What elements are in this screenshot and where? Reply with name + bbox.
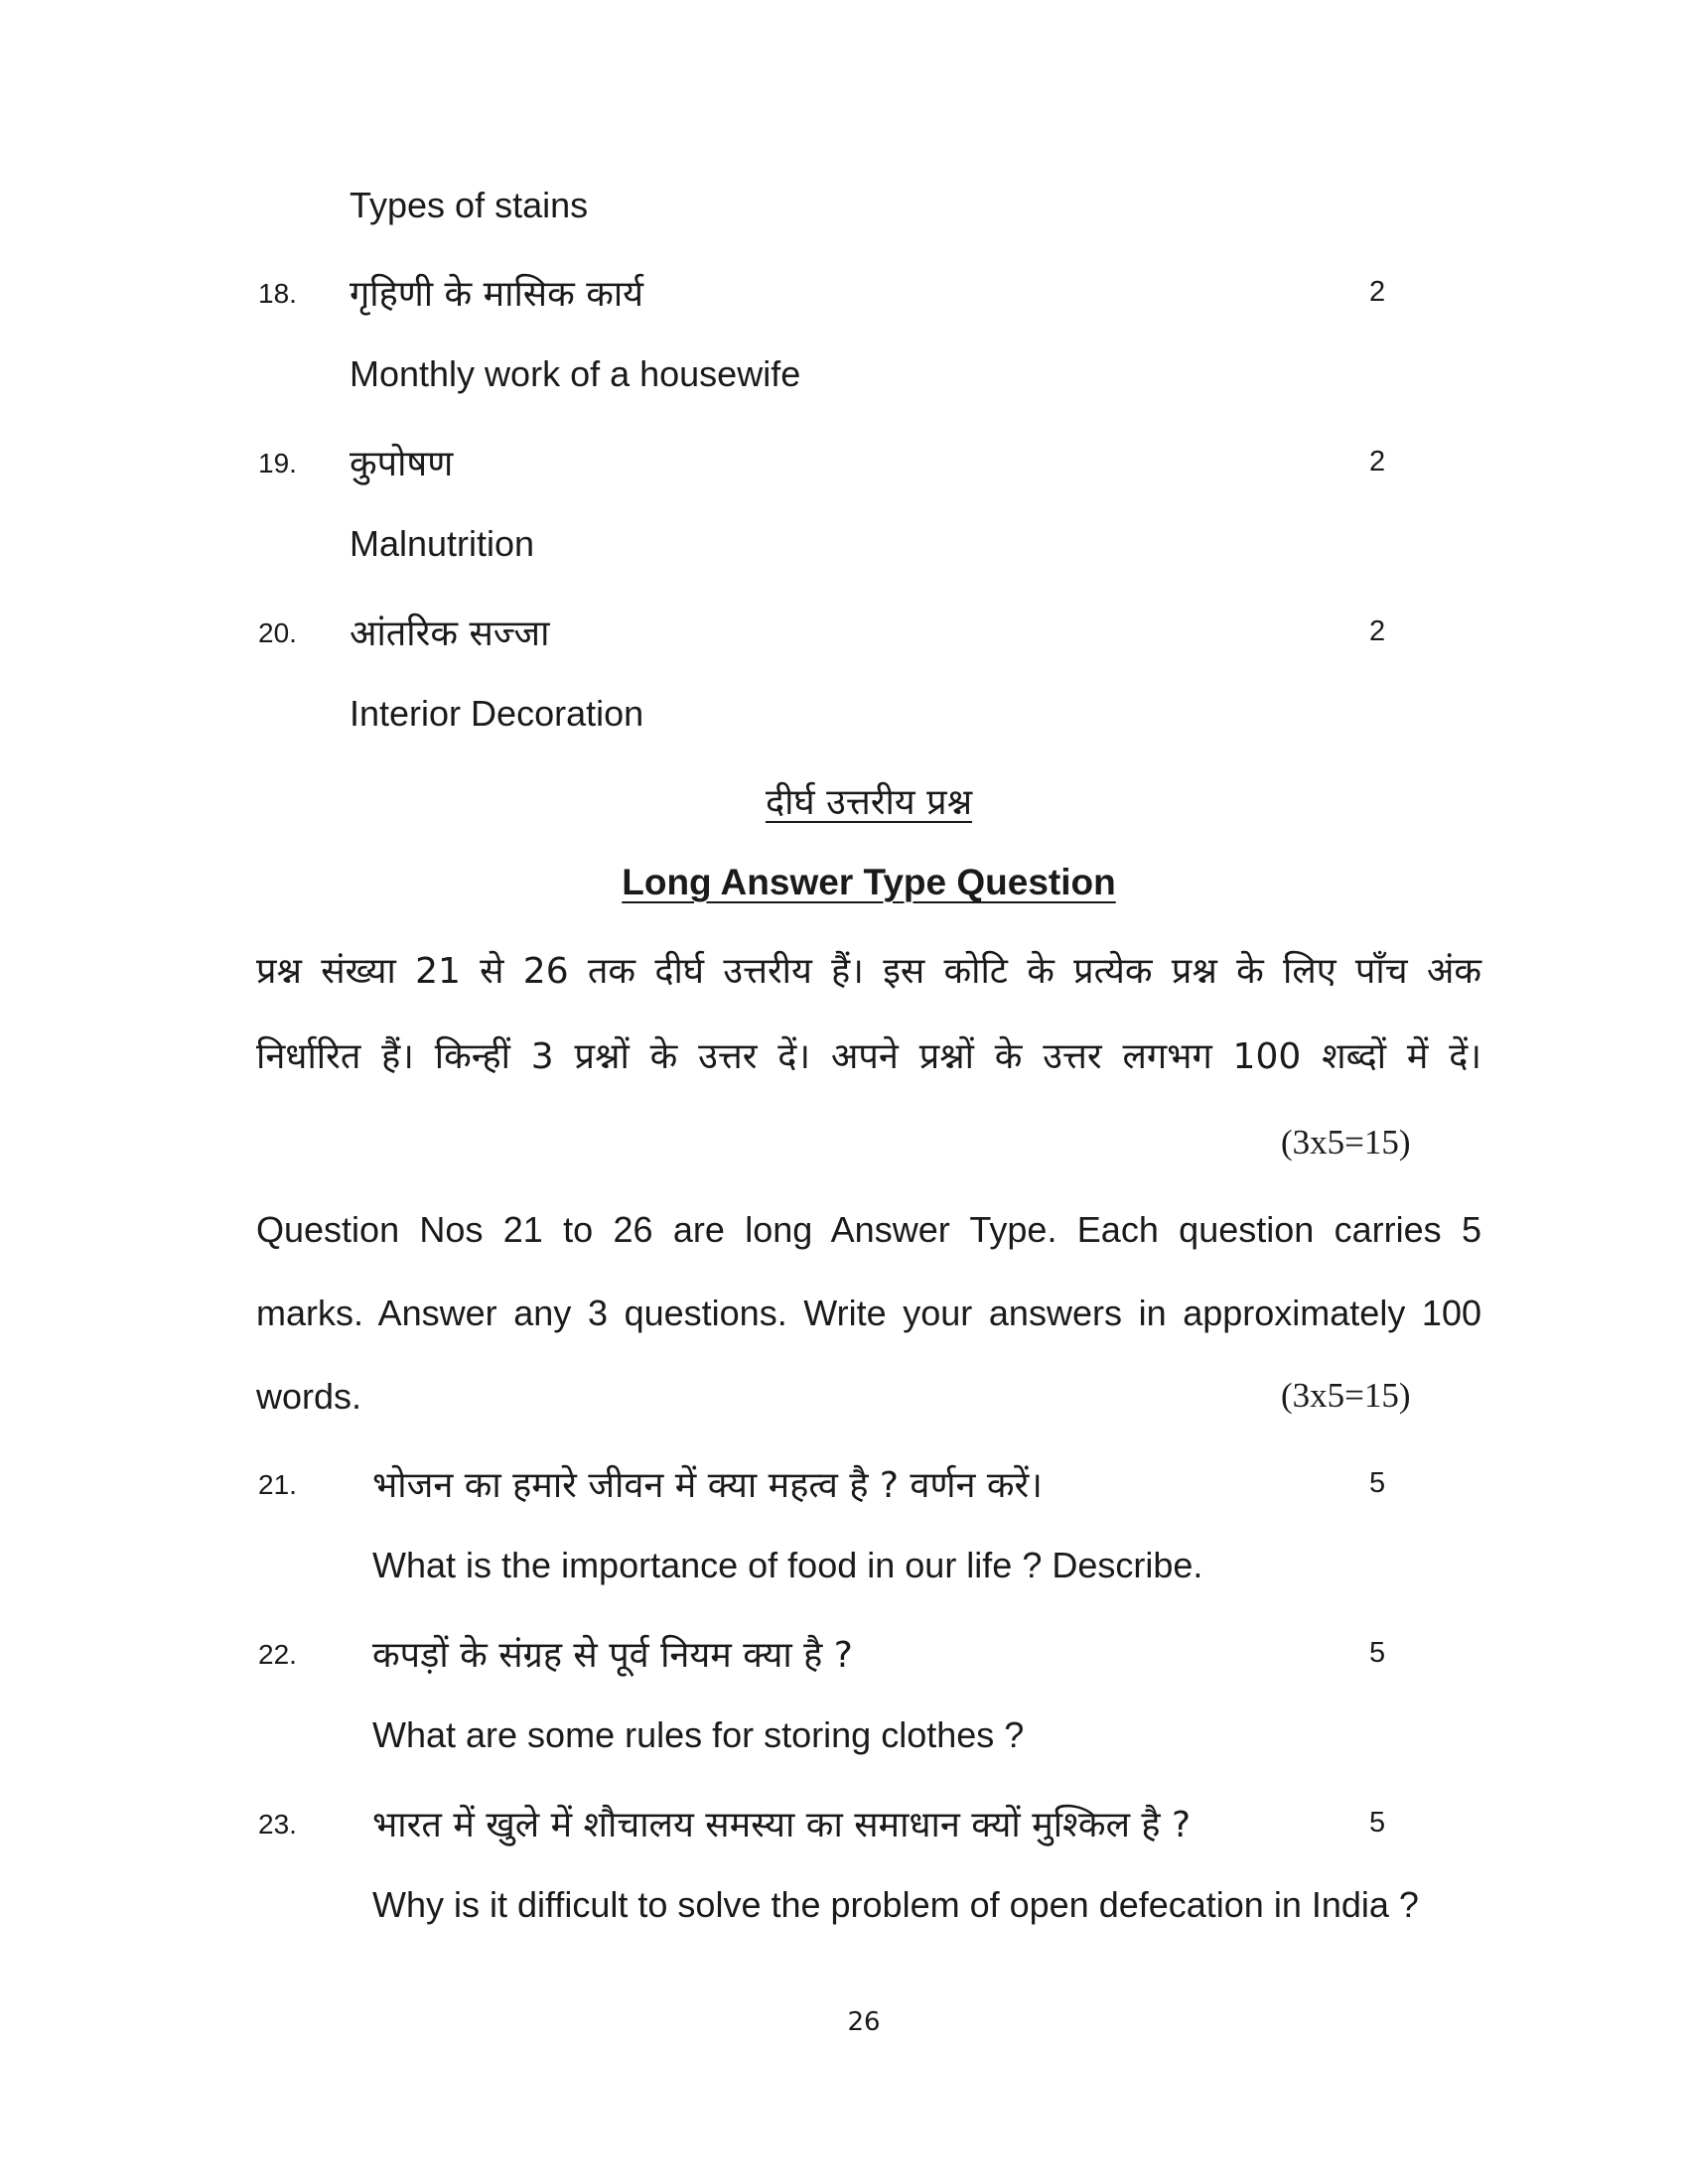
instructions-english-line2: marks. Answer any 3 questions. Write your answers in approximately 100 [256, 1293, 1481, 1333]
q22-hindi: कपड़ों के संग्रह से पूर्व नियम क्या है ? [372, 1635, 853, 1676]
q23-english: Why is it difficult to solve the problem of open defecation in India ? [372, 1884, 1419, 1925]
instructions-hindi-line1: प्रश्न संख्या 21 से 26 तक दीर्घ उत्तरीय हैं। इस कोटि के प्रत्येक प्रश्न के लिए पाँच अंक [256, 951, 1481, 992]
q23-hindi: भारत में खुले में शौचालय समस्या का समाधान क्यों मुश्किल है ? [372, 1805, 1192, 1845]
q21-hindi: भोजन का हमारे जीवन में क्या महत्व है ? वर्णन करें। [372, 1465, 1043, 1506]
instructions-english-line3: words. [256, 1376, 362, 1417]
q21-marks: 5 [1369, 1467, 1386, 1499]
q20-number: 20. [258, 617, 297, 648]
section-title-english: Long Answer Type Question [622, 862, 1116, 902]
q20-marks: 2 [1369, 615, 1386, 647]
q18-english: Monthly work of a housewife [350, 353, 801, 394]
q22-english: What are some rules for storing clothes ? [372, 1714, 1025, 1755]
instructions-english-line1: Question Nos 21 to 26 are long Answer Type. Each question carries 5 [256, 1209, 1481, 1250]
marks-scheme-hindi: (3x5=15) [1281, 1123, 1411, 1161]
q19-marks: 2 [1369, 446, 1386, 478]
q21-english: What is the importance of food in our life ? Describe. [372, 1545, 1203, 1585]
marks-scheme-english: (3x5=15) [1281, 1376, 1411, 1415]
q19-hindi: कुपोषण [350, 444, 454, 484]
page-number: 26 [847, 2007, 881, 2037]
q22-number: 22. [258, 1639, 297, 1670]
q19-number: 19. [258, 448, 297, 478]
q23-number: 23. [258, 1809, 297, 1840]
q21-number: 21. [258, 1469, 297, 1500]
q18-number: 18. [258, 278, 297, 309]
q23-marks: 5 [1369, 1807, 1386, 1839]
q20-english: Interior Decoration [350, 693, 644, 734]
q20-hindi: आंतरिक सज्जा [350, 614, 550, 654]
q18-hindi: गृहिणी के मासिक कार्य [350, 274, 644, 315]
q17-english: Types of stains [350, 185, 589, 225]
q18-marks: 2 [1369, 276, 1386, 308]
instructions-hindi-line2: निर्धारित हैं। किन्हीं 3 प्रश्नों के उत्तर दें। अपने प्रश्नों के उत्तर लगभग 100 शब्दों में दें। [256, 1036, 1481, 1077]
q22-marks: 5 [1369, 1637, 1386, 1669]
section-title-hindi: दीर्घ उत्तरीय प्रश्न [765, 782, 973, 823]
q19-english: Malnutrition [350, 523, 535, 564]
